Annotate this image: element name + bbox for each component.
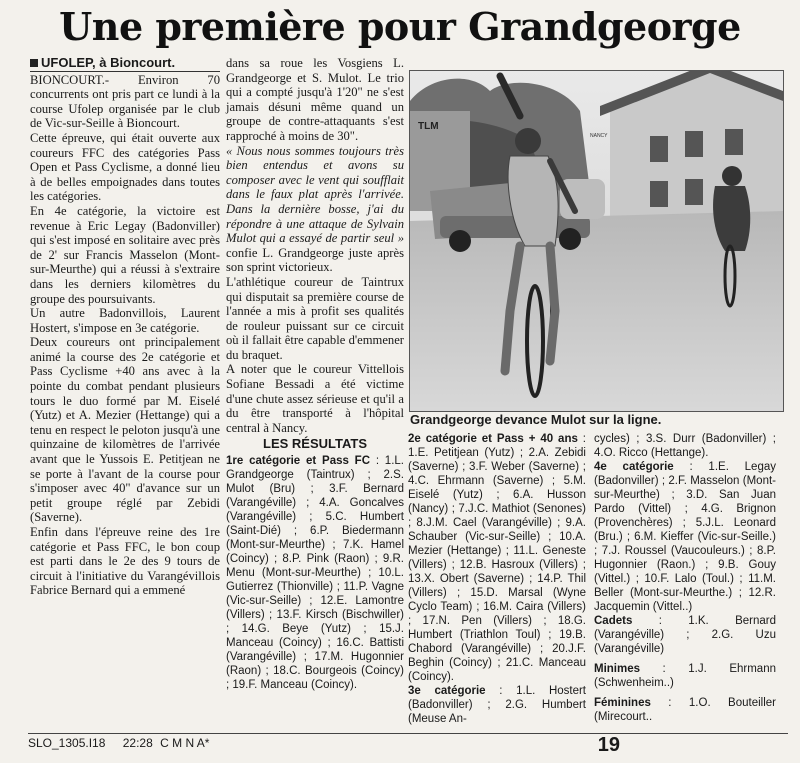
results-column-4 <box>594 432 776 724</box>
results-text: : 1.O. Bouteiller (Mirecourt.. <box>594 697 776 723</box>
paragraph: Cette épreuve, qui était ouverte aux coureurs FFC des catégories Pass Open et Pass Cyclisme, a donné lieu à de belles empoignades dans toutes les catégories. <box>30 130 220 204</box>
paragraph: Deux coureurs ont principalement animé la course des 2e catégorie et Pass Cyclisme +40 ans avec à la pointe du combat pendant plusieurs tours le duo formé par M. Eiselé (Yutz) et A. Mezier (Hettange) qui a tenu en respect le peloton jusqu'à une quinzaine de kilomètres de l'arrivée avant que le Yussois E. Petitjean ne se porte à l'avant de la course pour s'imposer avec 40" d'avance sur un petit groupe réglé par Zebidi (Saverne). <box>30 335 220 525</box>
paragraph: BIONCOURT.- Environ 70 concurrents ont pris part ce lundi à la course Ufolep organisée par le club de Vic-sur-Seille à Bioncourt. <box>30 72 220 131</box>
article-column-1 <box>30 56 220 598</box>
results-label: Minimes <box>594 663 641 675</box>
results-text: : 1.K. Bernard (Varangéville) ; 2.G. Uzu (Varangéville) <box>594 615 776 655</box>
results-label: 2e catégorie et Pass + 40 ans <box>408 433 578 445</box>
kicker <box>30 56 220 72</box>
results-heading: LES RÉSULTATS <box>263 436 367 452</box>
paragraph: A noter que le coureur Vittellois Sofiane Bessadi a été victime d'une chute assez sérieuse et qu'il a du être transporté à l'hôpital central à Nancy. <box>226 362 404 435</box>
results-4e <box>594 460 776 614</box>
footer-time: 22:28 <box>122 736 153 750</box>
results-3e <box>408 684 586 726</box>
paragraph: L'athlétique coureur de Taintrux qui disputait sa première course de l'année a mis à profit ses qualités de rouleur puissant sur ce circuit où il fallait être capable d'emmener du braquet. <box>226 274 404 362</box>
footer-codes: C M N A* <box>160 736 210 750</box>
results-label: 1re catégorie et Pass FC <box>226 455 371 468</box>
results-cadets <box>594 614 776 656</box>
footer-slug: SLO_1305.I18 <box>28 736 106 750</box>
results-label: Cadets <box>594 615 633 627</box>
kicker-text: UFOLEP, à Bioncourt. <box>41 55 176 70</box>
results-text: : 1.E. Petitjean (Yutz) ; 2.A. Zebidi (Saverne) ; 3.F. Weber (Saverne) ; 4.C. Ehrmann (Saverne) ; 5.M. Eiselé (Yutz) ; 6.A. Husson (Nancy) ; 7.J.C. Mathiot (Senones) ; 8.J.M. Cael (Varangéville) ; 9.A. Schauber (Vic-sur-Seille) ; 10.A. Mezier (Hettange) ; 11.L. Geneste (Villers) ; 12.B. Hasroux (Villers) ; 13.X. Obert (Saverne) ; 14.P. Thil (Villers) ; 15.D. Marsal (Wyne Cyclo Team) ; 16.M. Caira (Villers) ; 17.N. Pen (Villers) ; 18.G. Humbert (Triathlon Toul) ; 19.B. Chabord (Varangéville) ; 20.J.F. Beghin (Coincy) ; 21.C. Manceau (Coincy). <box>408 433 586 683</box>
results-1re <box>226 454 404 692</box>
headline: Une première pour Grandgeorge <box>59 4 741 49</box>
results-column-3 <box>408 432 586 726</box>
photo-caption: Grandgeorge devance Mulot sur la ligne. <box>410 412 662 427</box>
quote-attribution: confie L. Grandgeorge juste après son sprint victorieux. <box>226 245 404 275</box>
results-feminines <box>594 696 776 724</box>
paragraph: Enfin dans l'épreuve reine des 1re catégorie et Pass FFC, le bon coup est parti dans le 2e des 9 tours de circuit à l'initiative du Varangévillois Fabrice Bernard qui a emmené <box>30 525 220 598</box>
results-text: : 1.L. Hostert (Badonviller) ; 2.G. Humbert (Meuse An- <box>408 685 587 725</box>
results-label: 4e catégorie <box>594 461 674 473</box>
page-number: 19 <box>597 734 620 756</box>
results-2e <box>408 432 586 684</box>
article-column-2 <box>226 56 404 692</box>
results-label: Féminines <box>594 697 651 709</box>
page-footer <box>28 733 788 756</box>
square-bullet-icon <box>30 59 38 67</box>
paragraph: En 4e catégorie, la victoire est revenue à Eric Legay (Badonviller) qui s'est imposé en solitaire avec près de 2' sur Francis Masselon (Mont-sur-Meurthe) qui a réussi à s'extraire dans les derniers kilomètres du groupe des poursuivants. <box>30 203 220 306</box>
results-label: 3e catégorie <box>408 685 486 697</box>
paragraph: dans sa roue les Vosgiens L. Grandgeorge et S. Mulot. Le trio qui a compté jusqu'à 1'20" ne s'est jamais désuni même quand un groupe de contre-attaquants s'est rapproché à moins de 30". <box>226 56 404 143</box>
results-minimes <box>594 662 776 690</box>
photo-illustration <box>410 71 783 411</box>
results-text: : 1.L. Grandgeorge (Taintrux) ; 2.S. Mulot (Bru) ; 3.F. Bernard (Varangéville) ; 4.A. Goncalves (Varangéville) ; 5.C. Humbert (Saint-Dié) ; 6.P. Biedermann (Mont-sur-Meurthe) ; 7.K. Hamel (Coincy) ; 8.P. Pink (Raon) ; 9.R. Menu (Mont-sur-Meurthe) ; 10.L. Gutierrez (Thionville) ; 11.P. Vagne (Vic-sur-Seille) ; 12.E. Lamontre (Villers) ; 13.F. Kirsch (Bischwiller) ; 14.G. Beye (Yutz) ; 15.J. Manceau (Coincy) ; 16.C. Battisti (Varangéville) ; 17.M. Hugonnier (Raon) ; 18.C. Bourgeois (Coincy) ; 19.F. Manceau (Coincy). <box>226 455 404 692</box>
plate-text: NANCY <box>590 133 608 139</box>
paragraph: Un autre Badonvillois, Laurent Hostert, s'impose en 3e catégorie. <box>30 306 220 335</box>
sign-text: TLM <box>418 121 439 132</box>
results-3e-cont: cycles) ; 3.S. Durr (Badonviller) ; 4.O. Ricco (Hettange). <box>594 433 776 459</box>
quote-paragraph <box>226 144 404 275</box>
race-photo <box>409 70 784 412</box>
results-text: : 1.J. Ehrmann (Schwenheim..) <box>594 663 776 689</box>
results-text: : 1.E. Legay (Badonviller) ; 2.F. Masselon (Mont-sur-Meurthe) ; 3.D. San Juan Pardo (Vittel) ; 4.G. Brignon (Provenchères) ; 5.J.L. Leonard (Bru.) ; 6.M. Kieffer (Vic-sur-Seille.) ; 7.J. Roussel (Vaucouleurs.) ; 8.P. Hugonnier (Raon.) ; 9.B. Gouy (Vittel.) ; 10.F. Lalo (Toul.) ; 11.M. Beller (Mont-sur-Meurthe.) ; 12.R. Jacquemin (Vittel..) <box>594 461 776 613</box>
quote: « Nous nous sommes toujours très bien entendus et avons su composer avec le vent qui soufflait dans le faux plat après l'arrivée. Dans la dernière bosse, j'ai du répondre à une attaque de Sylvain Mulot qui a essayé de partir seul » <box>226 143 404 246</box>
